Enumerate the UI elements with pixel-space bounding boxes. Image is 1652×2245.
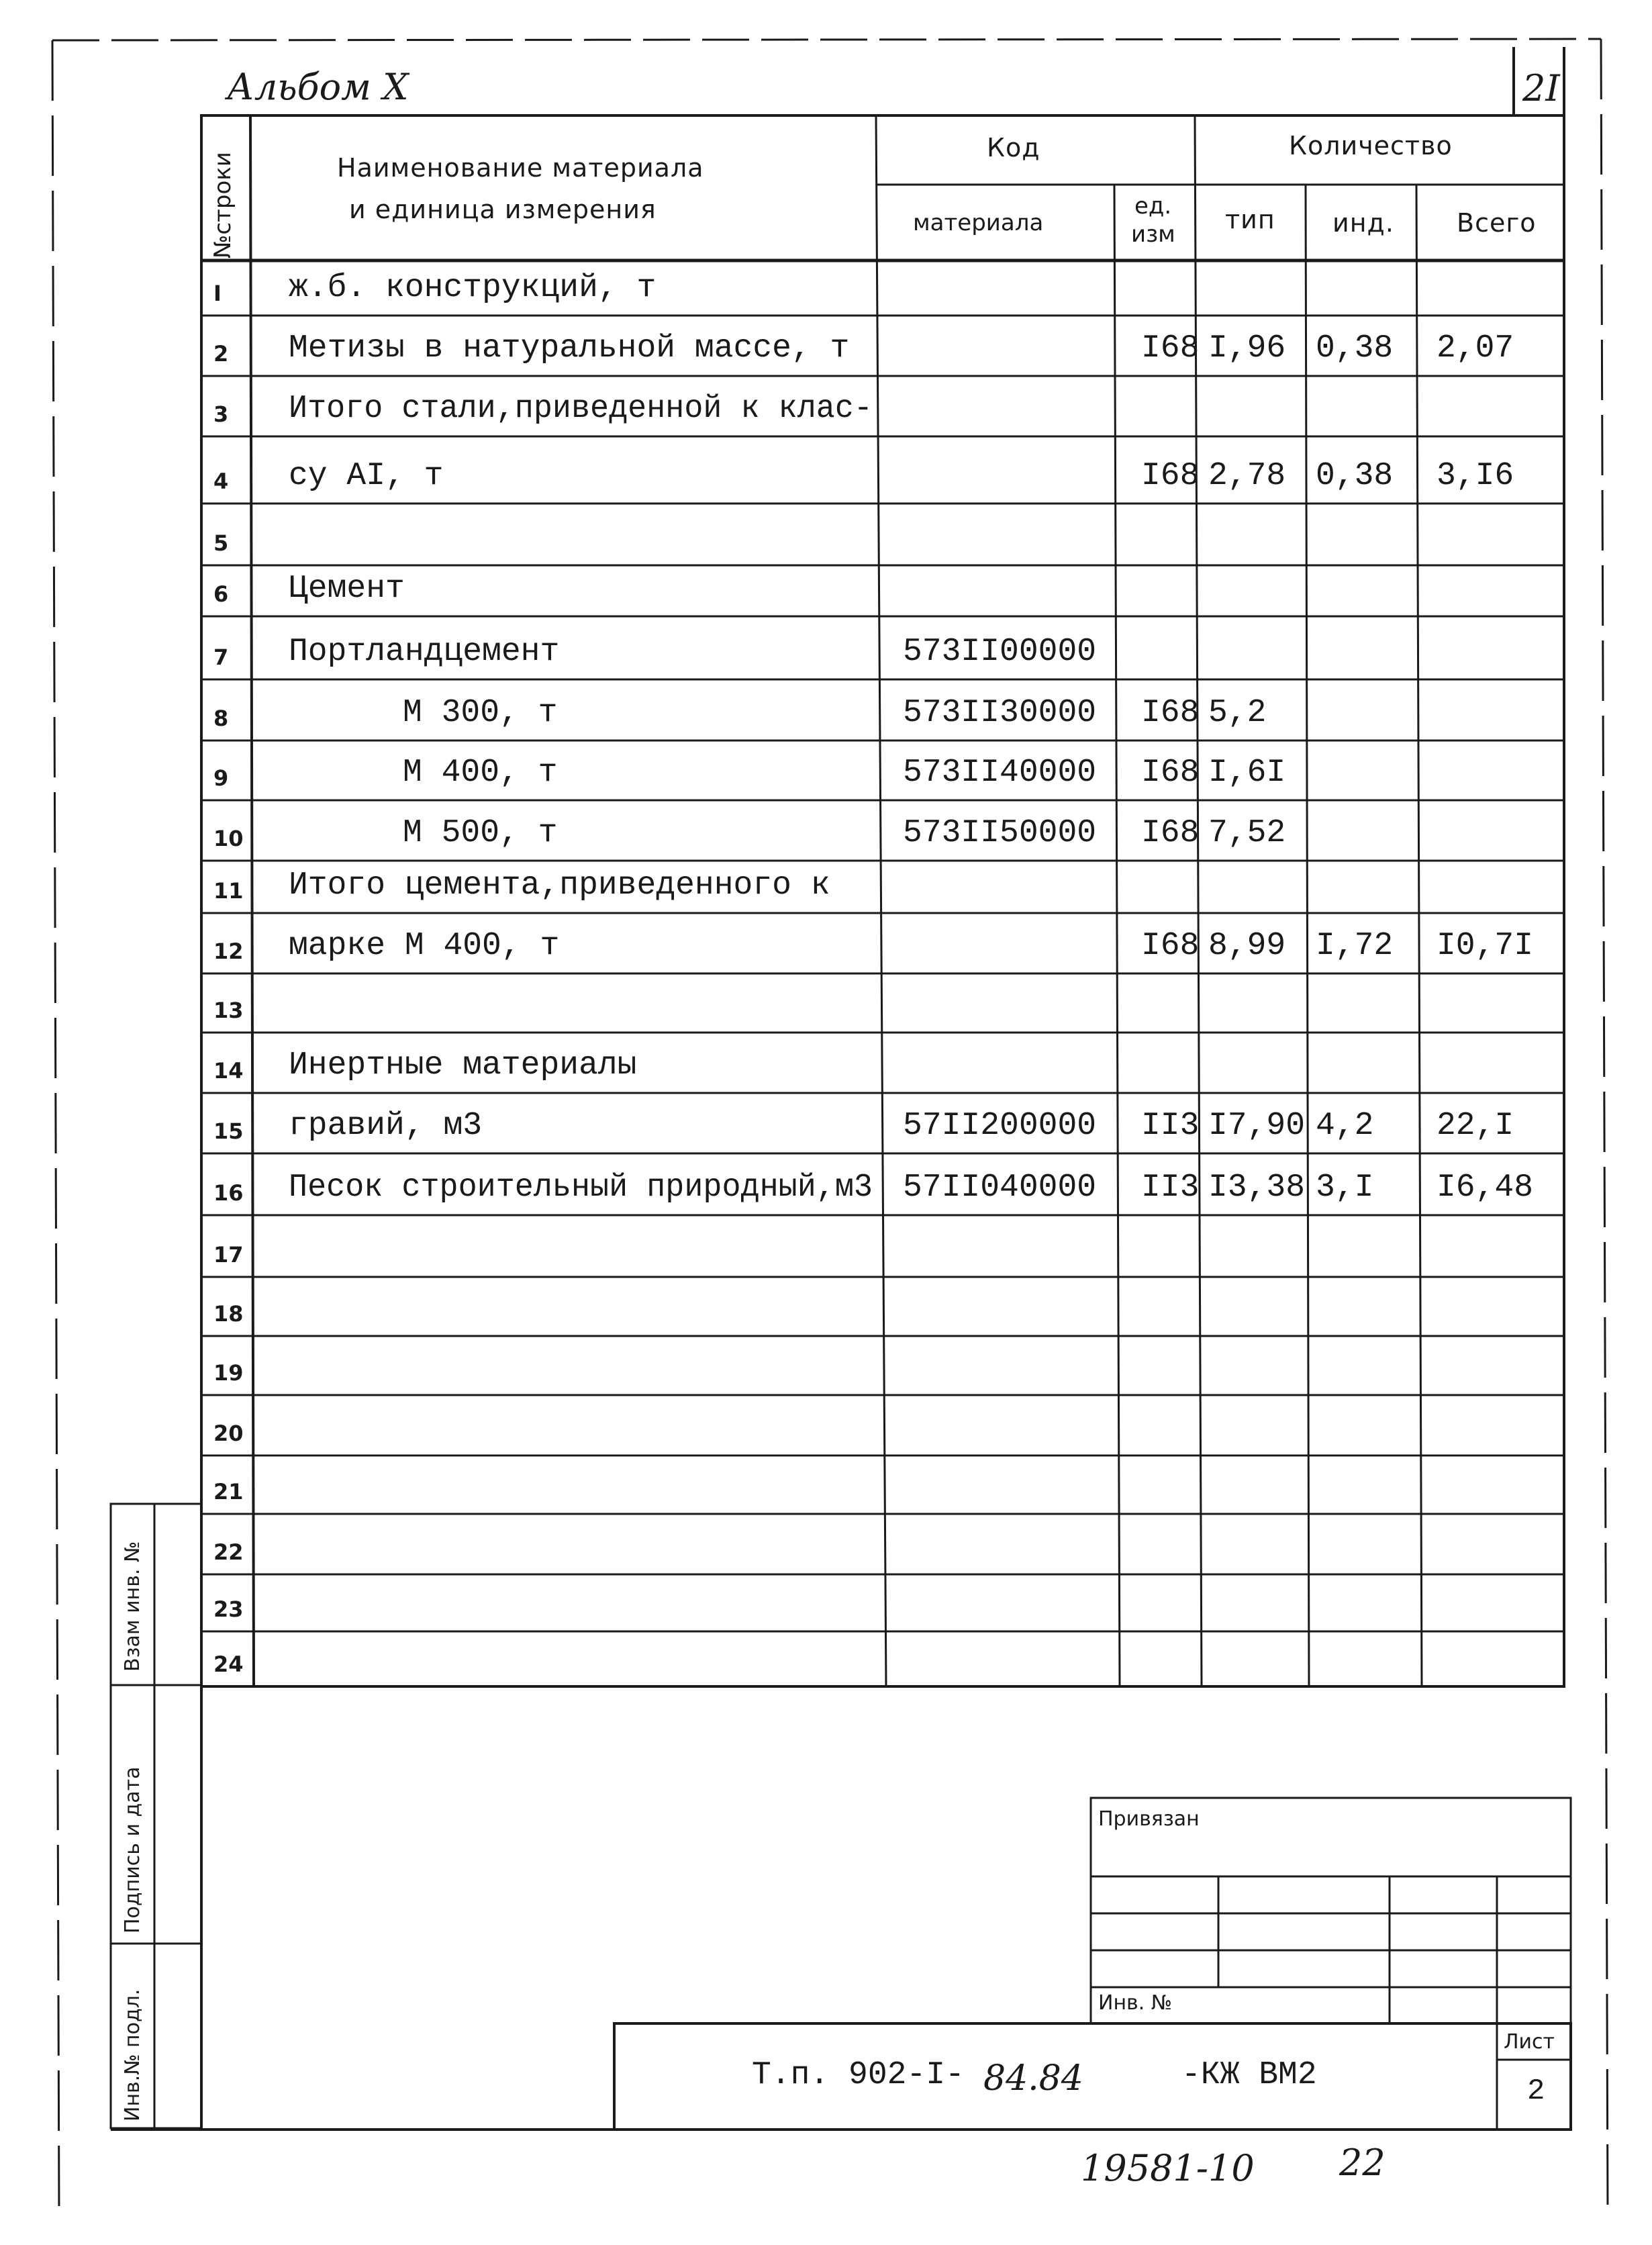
- row-number: 10: [213, 826, 244, 851]
- row-material-code: 573II00000: [903, 634, 1097, 670]
- row-qty-ind: 0,38: [1316, 458, 1394, 494]
- row-unit: I68: [1141, 928, 1200, 964]
- row-qty-type: 2,78: [1208, 458, 1286, 494]
- ind-header: инд.: [1332, 208, 1394, 238]
- row-number: 3: [213, 401, 229, 427]
- album-note: Альбом X: [227, 66, 409, 108]
- row-name: Портландцемент: [289, 634, 560, 670]
- row-unit: I68: [1141, 755, 1200, 791]
- row-material-code: 57II200000: [903, 1108, 1097, 1144]
- row-number: 12: [213, 939, 244, 964]
- doc-code-hand: 84.84: [983, 2058, 1083, 2099]
- unit-header-1: ед.: [1134, 193, 1172, 220]
- row-number: 5: [213, 530, 229, 556]
- row-unit: I68: [1141, 458, 1200, 494]
- row-number: 21: [213, 1479, 244, 1504]
- material-header: материала: [913, 209, 1044, 236]
- row-qty-type: I7,90: [1208, 1108, 1306, 1144]
- row-qty-type: 7,52: [1208, 815, 1286, 851]
- row-qty-type: 5,2: [1208, 695, 1267, 731]
- row-number: 2: [213, 341, 229, 367]
- row-qty-total: I6,48: [1437, 1169, 1534, 1206]
- row-name: ж.б. конструкций, т: [289, 270, 657, 306]
- row-number: 6: [213, 581, 229, 607]
- row-number: 11: [213, 878, 244, 904]
- doc-code-prefix: Т.п. 902-I-: [752, 2057, 965, 2093]
- row-number: 14: [213, 1058, 244, 1084]
- row-qty-total: 2,07: [1437, 330, 1514, 367]
- row-number: 9: [213, 765, 229, 791]
- row-unit: I68: [1141, 695, 1200, 731]
- row-name: М 300, т: [403, 695, 558, 731]
- row-unit: II3: [1141, 1108, 1200, 1144]
- row-qty-type: 8,99: [1208, 928, 1286, 964]
- sheet-label: Лист: [1504, 2030, 1555, 2054]
- row-qty-total: I0,7I: [1437, 928, 1534, 964]
- row-name: Песок строительный природный,м3: [289, 1169, 873, 1206]
- total-header: Всего: [1457, 208, 1537, 238]
- row-name: Метизы в натуральной массе, т: [289, 330, 850, 367]
- row-unit: I68: [1141, 815, 1200, 851]
- row-name: Итого цемента,приведенного к: [289, 867, 830, 904]
- privyazan-label: Привязан: [1098, 1807, 1200, 1831]
- row-number: 17: [213, 1242, 244, 1268]
- row-material-code: 57II040000: [903, 1169, 1097, 1206]
- row-number: 4: [213, 469, 229, 494]
- row-number: 7: [213, 644, 229, 670]
- row-name: М 400, т: [403, 755, 558, 791]
- row-unit: II3: [1141, 1169, 1200, 1206]
- row-qty-total: 3,I6: [1437, 458, 1514, 494]
- row-qty-type: I3,38: [1208, 1169, 1306, 1206]
- inv-podl-label: Инв.№ подл.: [121, 1989, 144, 2121]
- row-number: 22: [213, 1539, 244, 1565]
- bottom-note: 19581-10: [1081, 2147, 1255, 2189]
- podpis-data-label: Подпись и дата: [121, 1766, 144, 1933]
- row-number: 19: [213, 1360, 244, 1386]
- row-name: марке М 400, т: [289, 928, 560, 964]
- code-header: Код: [987, 133, 1040, 162]
- row-name: Итого стали,приведенной к клас-: [289, 391, 873, 427]
- row-number: 24: [213, 1652, 244, 1677]
- page-number: 2I: [1522, 67, 1560, 109]
- type-header: тип: [1225, 205, 1275, 234]
- row-number: 23: [213, 1596, 244, 1622]
- row-number: 13: [213, 998, 244, 1023]
- name-header-line2: и единица измерения: [349, 195, 657, 224]
- bottom-note-2: 22: [1339, 2142, 1386, 2184]
- row-number: 15: [213, 1118, 244, 1144]
- row-qty-type: I,6I: [1208, 755, 1286, 791]
- row-unit: I68: [1141, 330, 1200, 367]
- rownum-header: №строки: [209, 152, 236, 258]
- row-qty-type: I,96: [1208, 330, 1286, 367]
- row-material-code: 573II40000: [903, 755, 1097, 791]
- row-number: 20: [213, 1421, 244, 1446]
- row-qty-ind: 4,2: [1316, 1108, 1374, 1144]
- row-material-code: 573II30000: [903, 695, 1097, 731]
- row-name: су AI, т: [289, 458, 444, 494]
- row-qty-ind: I,72: [1316, 928, 1394, 964]
- quantity-header: Количество: [1289, 131, 1453, 160]
- row-number: I: [213, 281, 222, 306]
- inv-no-label: Инв. №: [1098, 1991, 1173, 2015]
- row-name: Цемент: [289, 571, 405, 607]
- vzam-inv-label: Взам инв. №: [121, 1541, 144, 1672]
- row-name: гравий, м3: [289, 1108, 483, 1144]
- row-number: 16: [213, 1180, 244, 1206]
- row-material-code: 573II50000: [903, 815, 1097, 851]
- row-number: 18: [213, 1301, 244, 1327]
- name-header-line1: Наименование материала: [337, 153, 704, 183]
- sheet-number: 2: [1527, 2074, 1545, 2108]
- unit-header-2: изм: [1131, 221, 1175, 248]
- row-qty-ind: 3,I: [1316, 1169, 1374, 1206]
- row-qty-total: 22,I: [1437, 1108, 1514, 1144]
- row-name: Инертные материалы: [289, 1047, 637, 1084]
- doc-code-suffix: -КЖ ВМ2: [1181, 2057, 1317, 2093]
- row-qty-ind: 0,38: [1316, 330, 1394, 367]
- row-number: 8: [213, 706, 229, 731]
- row-name: М 500, т: [403, 815, 558, 851]
